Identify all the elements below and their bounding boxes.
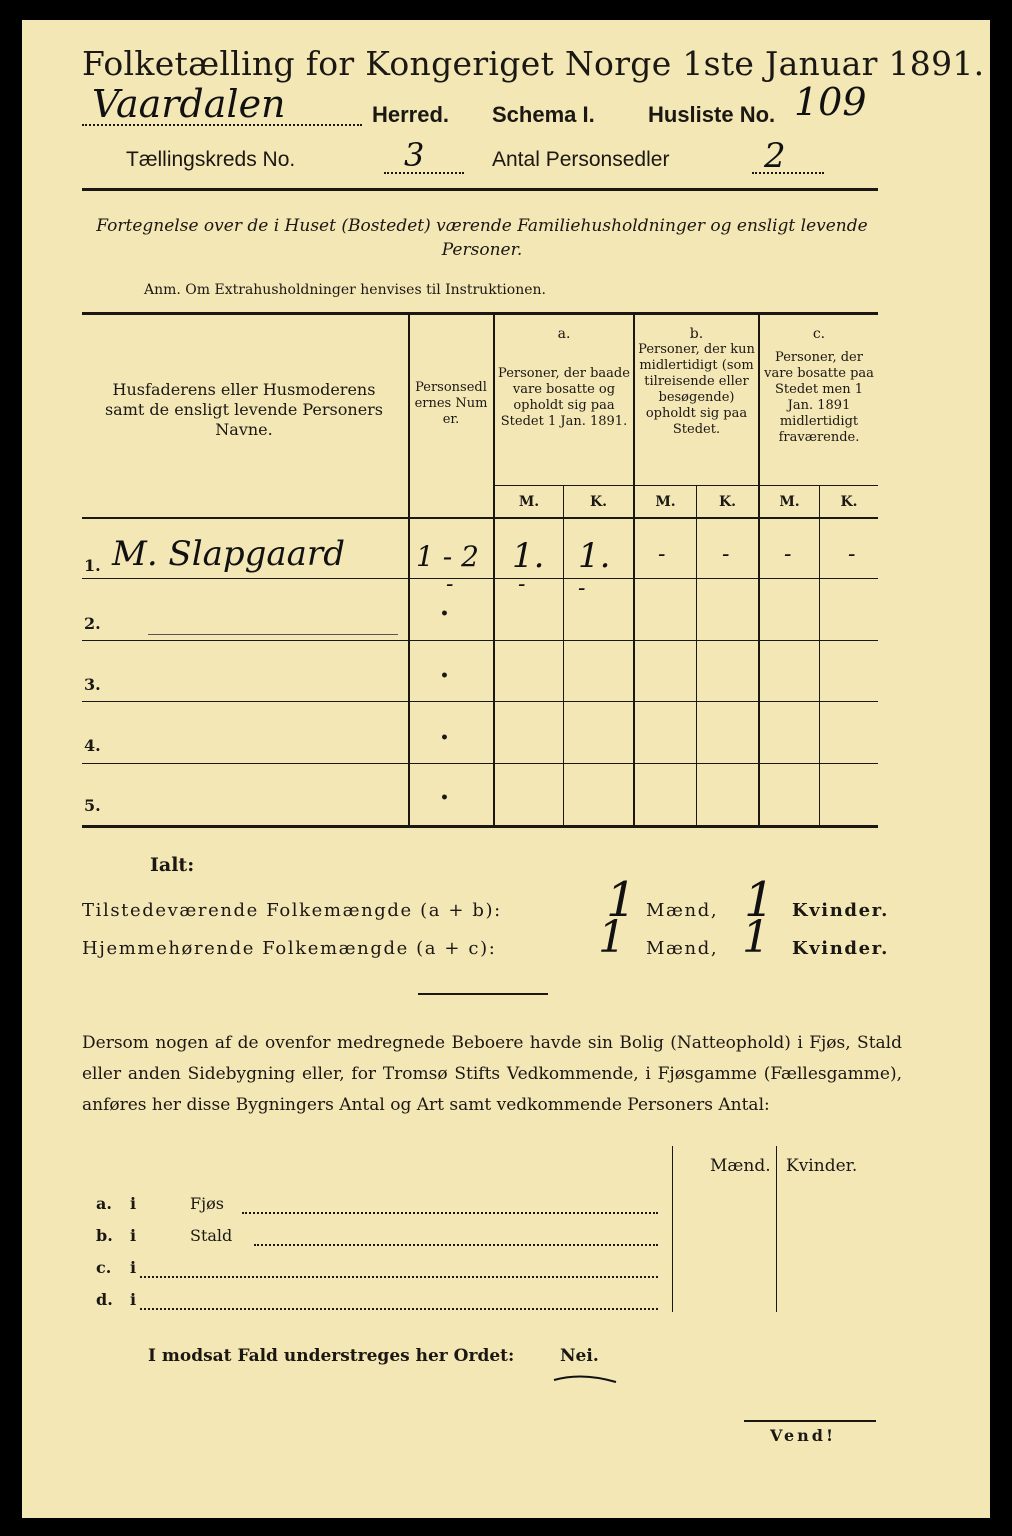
row-name-line [148, 634, 398, 635]
c-k-label: K. [840, 494, 858, 510]
col-divider [408, 314, 410, 826]
row-b-m: - [658, 542, 666, 567]
building-dotted-line [254, 1244, 658, 1246]
schema-label: Schema I. [492, 102, 595, 127]
col-divider [493, 314, 495, 826]
anm-note: Anm. Om Extrahusholdninger henvises til Instruktionen. [144, 282, 546, 298]
col-divider [696, 486, 697, 826]
nei-word: Nei. [560, 1346, 599, 1366]
personsedler-label: Antal Personsedler [492, 148, 670, 171]
row-c-m: - [784, 542, 792, 567]
personsedler-dotted-line [752, 172, 824, 174]
header-c-letter: c. [812, 326, 826, 342]
vend-text: Vend! [770, 1426, 836, 1445]
hjemme-label: Hjemmehørende Folkemængde (a + c): [82, 938, 497, 959]
sidebygning-paragraph: Dersom nogen af de ovenfor medregnede Beboere havde sin Bolig (Natteophold) i Fjøs, Stald eller anden Sidebygning eller, for Tromsø Stifts Vedkommende, i Fjøsgamme (Fællesgamme), anføres her disse Bygningers Antal og Art samt vedkommende Personers Antal: [82, 1033, 902, 1115]
row-rule [82, 701, 878, 702]
tilstede-label: Tilstedeværende Folkemængde (a + b): [82, 900, 502, 921]
row-b-k: - [722, 542, 730, 567]
section-divider [418, 993, 548, 995]
row-rule [82, 640, 878, 641]
building-dotted-line [140, 1276, 658, 1278]
building-letter: b. [96, 1226, 113, 1245]
header-divider [82, 188, 878, 191]
building-prep: i [130, 1258, 137, 1277]
row-number: 2. [84, 614, 101, 633]
herred-handwritten: Vaardalen [92, 82, 286, 126]
buildings-col-divider [776, 1146, 777, 1312]
buildings-maend-header: Mænd. [710, 1156, 771, 1176]
hjemme-kvinder-value: 1 [742, 912, 770, 963]
buildings-col-divider [672, 1146, 673, 1312]
col-divider [633, 314, 635, 826]
building-prep: i [130, 1194, 137, 1213]
row-numer: 1 - 2 [416, 540, 479, 573]
building-name: Fjøs [190, 1194, 224, 1213]
form-title: Folketælling for Kongeriget Norge 1ste Januar 1891. [82, 44, 985, 83]
building-letter: c. [96, 1258, 112, 1277]
header-a: Personer, der baade vare bosatte og opholdt sig paa Stedet 1 Jan. 1891. [498, 366, 630, 429]
row-a-k: 1. [578, 536, 611, 576]
nei-underline-stroke [552, 1370, 622, 1386]
modsat-text: I modsat Fald understreges her Ordet: [148, 1346, 515, 1366]
col-divider [563, 486, 564, 826]
row-name-handwritten: M. Slapgaard [112, 534, 345, 574]
kreds-label: Tællingskreds No. [126, 148, 296, 171]
ialt-label: Ialt: [150, 854, 195, 876]
col-divider [758, 314, 760, 826]
row-number: 1. [84, 556, 101, 575]
building-prep: i [130, 1290, 137, 1309]
building-prep: i [130, 1226, 137, 1245]
row-a-m: - [518, 572, 526, 597]
herred-label: Herred. [372, 102, 450, 127]
vend-rule [744, 1420, 876, 1422]
tilstede-maend-label: Mænd, [646, 900, 719, 921]
building-letter: a. [96, 1194, 112, 1213]
a-m-label: M. [518, 494, 540, 510]
row-dot: • [440, 606, 449, 622]
header-numer: Personsedlernes Numer. [414, 380, 488, 427]
row-a-k: - [578, 576, 586, 601]
intro-text: Fortegnelse over de i Huset (Bostedet) værende Familiehusholdninger og ensligt levende Personer. [96, 216, 868, 260]
col-divider [819, 486, 820, 826]
header-b: Personer, der kun midlertidigt (som tilreisende eller besøgende) opholdt sig paa Stedet. [638, 342, 755, 437]
building-dotted-line [140, 1308, 658, 1310]
hjemme-maend-label: Mænd, [646, 938, 719, 959]
hjemme-kvinder-label: Kvinder. [792, 938, 889, 959]
b-m-label: M. [655, 494, 676, 510]
row-rule [82, 763, 878, 764]
tilstede-maend-value: 1 [606, 872, 637, 928]
mk-rule [495, 485, 878, 486]
header-b-letter: b. [689, 326, 704, 342]
row-numer: - [446, 572, 454, 597]
husliste-handwritten: 109 [794, 80, 867, 124]
row-dot: • [440, 730, 449, 746]
row-number: 4. [84, 736, 101, 755]
row-number: 3. [84, 675, 101, 694]
building-dotted-line [242, 1212, 658, 1214]
kreds-dotted-line [384, 172, 464, 174]
census-form-sheet [22, 20, 990, 1518]
tilstede-kvinder-value: 1 [744, 872, 775, 928]
b-k-label: K. [718, 494, 737, 510]
header-a-letter: a. [557, 326, 571, 342]
tilstede-kvinder-label: Kvinder. [792, 900, 889, 921]
buildings-kvinder-header: Kvinder. [786, 1156, 858, 1176]
row-number: 5. [84, 796, 101, 815]
building-name: Stald [190, 1226, 233, 1245]
row-dot: • [440, 668, 449, 684]
a-k-label: K. [589, 494, 608, 510]
personsedler-handwritten: 2 [764, 136, 786, 176]
row-a-m: 1. [512, 536, 545, 576]
row-rule [82, 578, 878, 579]
husliste-label: Husliste No. [648, 102, 776, 127]
header-c: Personer, der vare bosatte paa Stedet men 1 Jan. 1891 midlertidigt fraværende. [764, 350, 874, 445]
building-letter: d. [96, 1290, 113, 1309]
herred-dotted-line [82, 124, 362, 126]
row-c-k: - [848, 542, 856, 567]
row-dot: • [440, 790, 449, 806]
kreds-handwritten: 3 [404, 136, 425, 174]
hjemme-maend-value: 1 [598, 912, 626, 963]
c-m-label: M. [779, 494, 800, 510]
header-names: Husfaderens eller Husmoderens samt de ensligt levende Personers Navne. [104, 380, 384, 439]
